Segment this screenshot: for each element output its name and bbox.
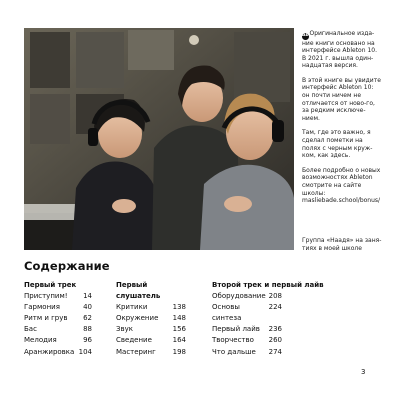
toc-entry[interactable]: Аранжировка 104 [24,347,92,356]
toc-entry[interactable]: Окружение 148 [116,314,186,323]
toc-title: Содержание [24,259,110,273]
sidebar-note-2: В этой книге вы увидите интерфейс Ableton 10: он почти ничем не отличается от ново-го, за редким исключе-нием. [302,76,381,122]
toc-entry[interactable]: Мелодия 96 [24,336,92,345]
toc-section-heading: Первый слушатель [116,281,161,301]
toc-entry[interactable]: Ритм и грув 62 [24,314,92,323]
toc-column-3 [212,280,324,358]
toc-entry[interactable]: Бас 88 [24,325,92,334]
toc-section-heading: Второй трек и первый лайв [212,281,324,289]
toc-column-2 [116,280,186,358]
toc-entry[interactable]: Мастеринг 198 [116,347,186,356]
group-photo [24,28,294,250]
toc-entry[interactable]: Критики 138 [116,303,186,312]
sidebar-note-4: Более подробно о новых возможностях Ableton смотрите на сайте школы: masliebade.school/bonus/ [302,166,381,205]
sidebar-notes [302,30,382,212]
toc-entry[interactable]: Сведение 164 [116,336,186,345]
toc-entry[interactable]: Оборудование 208 [212,292,282,301]
photo-illustration [24,28,294,250]
toc-entry[interactable]: Первый лайв 236 [212,325,282,334]
toc-entry[interactable]: Что дальше 274 [212,347,282,356]
toc-column-1 [24,280,92,358]
toc-entry[interactable]: Основы синтеза 224 [212,303,282,323]
black-circle-icon: Ab [302,33,309,38]
toc-entry[interactable]: Приступим! 14 [24,292,92,301]
photo-caption: Группа «Наадя» на заня-тиях в моей школе [302,237,382,252]
sidebar-note-1: AbОригинальное изда-ние книги основано на интерфейсе Ableton 10. В 2021 г. вышла один-надцатая версия. [302,30,377,70]
toc-section-heading: Первый трек [24,281,77,289]
toc-entry[interactable]: Звук 156 [116,325,186,334]
page-number: 3 [361,368,366,376]
sidebar-note-3: Там, где это важно, я сделал пометки на полях с черным круж-ком, как здесь. [302,129,373,160]
toc-entry[interactable]: Гармония 40 [24,303,92,312]
toc-entry[interactable]: Творчество 260 [212,336,282,345]
